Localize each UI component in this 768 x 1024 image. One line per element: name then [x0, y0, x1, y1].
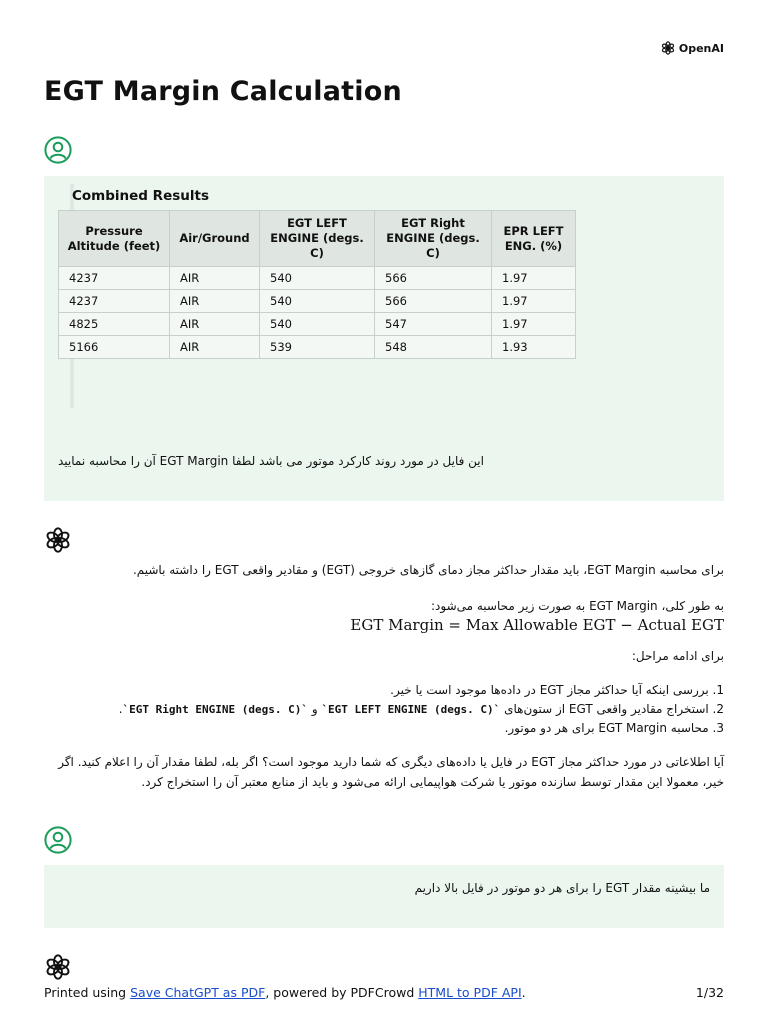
code-egt-right: `EGT Right ENGINE (degs. C)` [122, 703, 308, 716]
step2-text: 2. استخراج مقادیر واقعی EGT از ستون‌های [504, 702, 724, 716]
footer-period: . [521, 985, 526, 1000]
col-epr-left: EPR LEFT ENG. (%) [492, 211, 576, 267]
table-cell: 547 [375, 313, 492, 336]
combined-results-table [58, 210, 576, 359]
table-cell: 1.93 [492, 336, 576, 359]
table-cell: 539 [260, 336, 375, 359]
user-message-1 [44, 176, 724, 501]
user-avatar-icon [44, 136, 72, 164]
footer-credit [44, 985, 526, 1000]
col-egt-right: EGT Right ENGINE (degs. C) [375, 211, 492, 267]
list-item: 2. استخراج مقادیر واقعی EGT از ستون‌های `EGT LEFT ENGINE (degs. C)` و `EGT Right ENGINE (degs. C)`. [118, 702, 724, 716]
openai-logo-icon [660, 40, 676, 56]
assistant-paragraph-2: به طور کلی، EGT Margin به صورت زیر محاسبه می‌شود: [430, 599, 724, 613]
table-cell: 1.97 [492, 267, 576, 290]
table-cell: 540 [260, 290, 375, 313]
table-cell: AIR [170, 290, 260, 313]
table-cell: AIR [170, 313, 260, 336]
page-footer [44, 985, 724, 1000]
table-cell: 566 [375, 290, 492, 313]
brand-name: OpenAI [678, 41, 724, 55]
table-row [59, 313, 576, 336]
user-avatar-icon [44, 826, 72, 854]
table-cell: AIR [170, 336, 260, 359]
combined-results-title: Combined Results [72, 188, 209, 204]
html-to-pdf-api-link[interactable]: HTML to PDF API [418, 985, 522, 1000]
table-cell: 540 [260, 313, 375, 336]
user-message-2-text: ما بیشینه مقدار EGT را برای هر دو موتور در فایل بالا داریم [414, 881, 710, 895]
table-cell: 540 [260, 267, 375, 290]
table-cell: 4825 [59, 313, 170, 336]
col-pressure-altitude: Pressure Altitude (feet) [59, 211, 170, 267]
table-cell: 1.97 [492, 313, 576, 336]
table-cell: 1.97 [492, 290, 576, 313]
assistant-paragraph-1: برای محاسبه EGT Margin، باید مقدار حداکثر مجاز دمای گازهای خروجی (EGT) و مقادیر واقعی EGT را داشته باشیم. [132, 563, 724, 577]
table-row [59, 290, 576, 313]
list-item: 3. محاسبه EGT Margin برای هر دو موتور. [504, 721, 724, 735]
table-cell: 4237 [59, 267, 170, 290]
user-message-1-text: آن را محاسبه نمایید EGT Margin این فایل در مورد روند کارکرد موتور می باشد لطفا [58, 454, 484, 468]
assistant-paragraph-3: برای ادامه مراحل: [631, 649, 724, 663]
table-cell: 4237 [59, 290, 170, 313]
assistant-message-1 [44, 560, 724, 792]
table-row [59, 336, 576, 359]
footer-printed-text: Printed using [44, 985, 127, 1000]
col-egt-left: EGT LEFT ENGINE (degs. C) [260, 211, 375, 267]
steps-list [44, 681, 724, 738]
footer-powered-text: , powered by PDFCrowd [265, 985, 415, 1000]
openai-brand [660, 40, 724, 56]
table-cell: 5166 [59, 336, 170, 359]
assistant-paragraph-4: آیا اطلاعاتی در مورد حداکثر مجاز EGT در فایل یا داده‌های دیگری که شما دارید موجود است؟ اگر بله، لطفا مقدار آن را اعلام کنید. اگر خیر، معمولا این مقدار توسط سازنده موتور یا شرکت هواپیمایی ارائه می‌شود و باید از منابع معتبر آن را استخراج کرد. [58, 755, 724, 789]
table-cell: 548 [375, 336, 492, 359]
list-item: 1. بررسی اینکه آیا حداکثر مجاز EGT در داده‌ها موجود است یا خیر. [390, 683, 724, 697]
table-row [59, 267, 576, 290]
chatgpt-logo-icon [44, 526, 72, 554]
step2-and: و [311, 702, 318, 716]
user-message-2 [44, 865, 724, 928]
save-chatgpt-pdf-link[interactable]: Save ChatGPT as PDF [130, 985, 266, 1000]
table-cell: 566 [375, 267, 492, 290]
code-egt-left: `EGT LEFT ENGINE (degs. C)` [321, 703, 501, 716]
table-header-row [59, 211, 576, 267]
col-air-ground: Air/Ground [170, 211, 260, 267]
page-title: EGT Margin Calculation [44, 76, 402, 107]
egt-margin-formula: EGT Margin = Max Allowable EGT − Actual EGT [350, 616, 724, 634]
chatgpt-logo-icon [44, 953, 72, 981]
table-cell: AIR [170, 267, 260, 290]
page-number: 1/32 [695, 985, 724, 1000]
